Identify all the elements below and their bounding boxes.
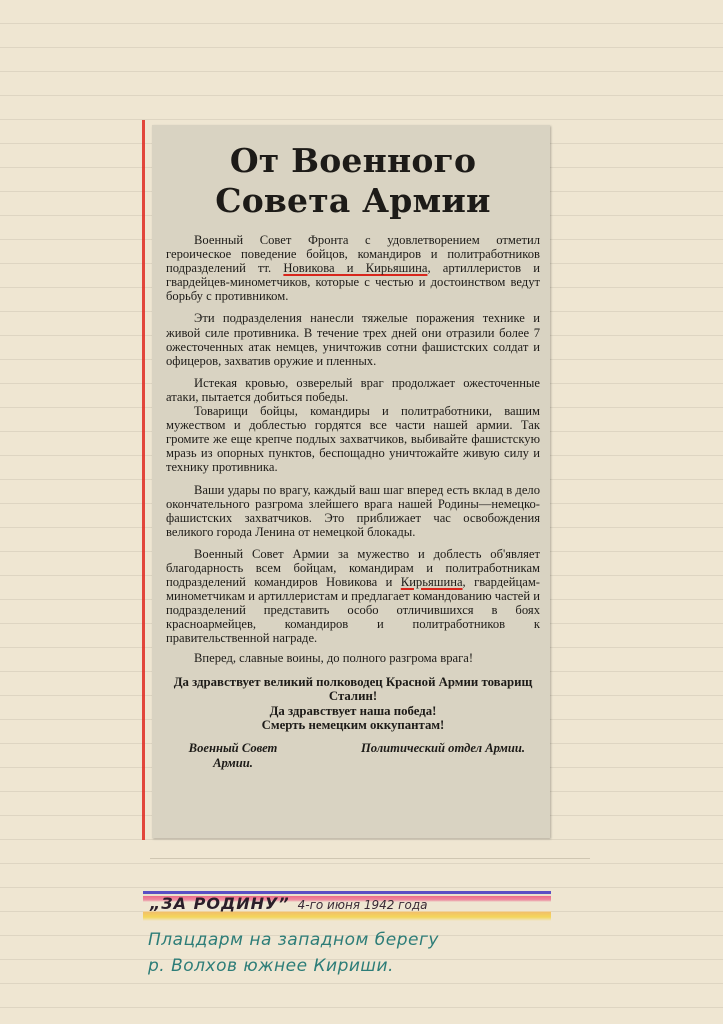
article-paragraph-1 (166, 233, 540, 303)
article-paragraph-7: Вперед, славные воины, до полного разгрома врага! (194, 650, 474, 665)
slogans-block (166, 675, 540, 733)
publication-date: 4-го июня 1942 года (297, 898, 428, 912)
handwritten-caption-line-2: р. Волхов южнее Кириши. (148, 956, 394, 976)
article-paragraph-2: Эти подразделения нанесли тяжелые поражения технике и живой силе противника. В течение трех дней они отразили более 7 ожесточенных атак немцев, уничтожив сотни фашистских солдат и офицеров, захватив оружие и пленных. (166, 311, 540, 368)
divider-line (150, 858, 590, 859)
red-margin-line (142, 120, 145, 840)
paragraph-text: Военный Совет Фронта с удовлетворением отметил героическое поведение бойцов, командиров и политработников подразделений тт. (166, 233, 540, 276)
article-paragraph-5: Ваши удары по врагу, каждый ваш шаг вперед есть вклад в дело окончательного разгрома злейшего врага нашей Родины—немецко-фашистских захватчиков. Это приближает час освобождения великого города Ленина от немецкой блокады. (166, 482, 540, 539)
slogan-3: Смерть немецким оккупантам! (261, 718, 445, 733)
paragraph-text: , гвардейцам-минометчикам и артиллеристам и предлагает командованию частей и подразделений представить особо отличившихся в боях красноармейцев, командиров и политработников к правительственной награде. (166, 575, 540, 646)
article-paragraph-3: Истекая кровью, озверелый враг продолжает ожесточенные атаки, пытается добиться победы. (166, 375, 540, 404)
signature-political-department: Политический отдел Армии. (360, 740, 526, 755)
paragraph-text: , артиллеристов и гвардейцев-минометчиков, которые с честью и достоинством ведут борьбу с противником. (166, 261, 541, 304)
handwritten-caption-line-1: Плацдарм на западном берегу (148, 930, 439, 950)
slogan-2: Да здравствует наша победа! (269, 703, 437, 718)
slogan-1: Да здравствует великий полководец Красной Армии товарищ Сталин! (173, 674, 533, 704)
newspaper-clipping (152, 125, 550, 838)
underlined-names: Новикова и Кирьяшина (283, 261, 428, 276)
paragraph-text: Военный Совет Армии за мужество и доблесть об'являет благодарность всем бойцам, командирам и политработникам подразделений командиров Новикова и (166, 546, 540, 590)
article-paragraph-6 (166, 547, 540, 646)
underlined-name: Кирьяшина (400, 575, 463, 590)
article-paragraph-4: Товарищи бойцы, командиры и политработники, вашим мужеством и доблестью гордятся все части нашей армии. Так громите же еще крепче подлых захватчиков, выбивайте фашистскую мразь из опорных пунктов, беспощадно уничтожайте живую силу и технику противника. (166, 404, 540, 475)
newspaper-name: „ЗА РОДИНУ” (150, 894, 290, 913)
signatures (166, 741, 540, 771)
signature-military-council: Военный Совет Армии. (188, 740, 278, 770)
clipping-headline: От Военного Совета Армии (215, 141, 491, 220)
source-annotation (150, 894, 550, 914)
